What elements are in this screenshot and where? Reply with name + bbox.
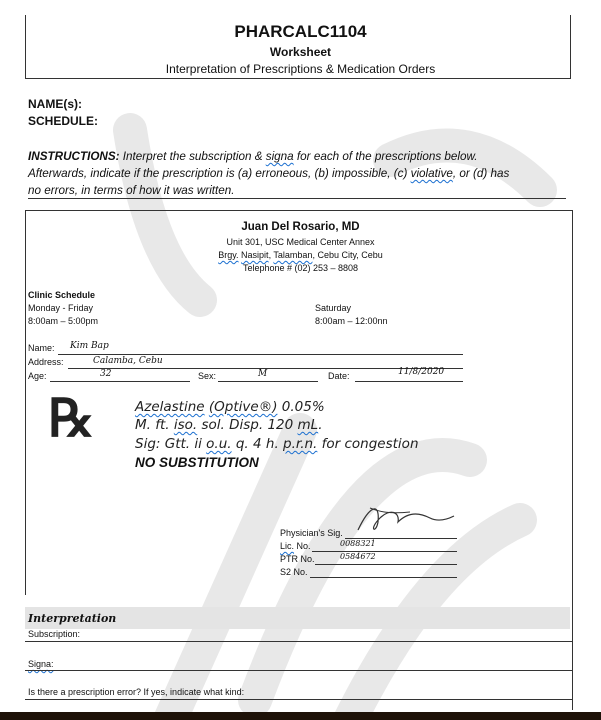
patient-name-value: Kim Bap [70, 341, 109, 351]
instructions: INSTRUCTIONS: Interpret the subscription & signa for each of the prescriptions below. Afterwards, indicate if the prescription is (a) erroneous, (b) impossible, (c) violative, or (d) has no errors, in terms of how it was written. [28, 150, 510, 197]
signa-label: Signa: [28, 659, 54, 669]
doctor-address-2: Brgy. Nasipit, Talamban, Cebu City, Cebu [218, 250, 383, 260]
patient-date-label: Date: [328, 371, 350, 381]
worksheet-label: Worksheet [269, 45, 332, 59]
rx-subscription: M. ft. iso. sol. Disp. 120 mL. [135, 417, 323, 433]
physician-sig-label: Physician's Sig. [280, 528, 343, 538]
bottom-edge [0, 712, 601, 720]
worksheet-subtitle: Interpretation of Prescriptions & Medication Orders [165, 62, 436, 76]
patient-name-label: Name: [28, 343, 55, 353]
patient-age-label: Age: [28, 371, 47, 381]
rx-inscription: Azelastine (Optive®) 0.05% [135, 399, 325, 415]
doctor-address-1: Unit 301, USC Medical Center Annex [226, 237, 375, 247]
interpretation-title: Interpretation [28, 612, 117, 625]
watermark-text: USC-DOP [0, 0, 5, 1]
s2-no-label: S2 No. [280, 567, 308, 577]
ptr-no-value: 0584672 [340, 552, 376, 561]
lic-no-label: Lic. No. [280, 541, 311, 551]
patient-age-value: 32 [100, 369, 112, 379]
patient-sex-value: M [258, 369, 268, 379]
patient-address-value: Calamba, Cebu [93, 356, 163, 366]
clinic-days-weekday: Monday - Friday [28, 303, 94, 313]
rx-icon: ℞ [48, 388, 95, 449]
clinic-schedule-label: Clinic Schedule [28, 290, 96, 300]
clinic-hours-saturday: 8:00am – 12:00nn [315, 316, 388, 326]
doctor-phone: Telephone # (02) 253 – 8808 [242, 263, 359, 273]
name-label: NAME(s): [28, 97, 82, 111]
schedule-label: SCHEDULE: [28, 114, 99, 128]
lic-no-value: 0088321 [340, 539, 376, 548]
patient-address-label: Address: [28, 357, 64, 367]
course-title: PHARCALC1104 [234, 22, 367, 41]
clinic-hours-weekday: 8:00am – 5:00pm [28, 316, 99, 326]
error-question: Is there a prescription error? If yes, indicate what kind: [28, 687, 245, 697]
ptr-no-label: PTR No. [280, 554, 315, 564]
clinic-days-saturday: Saturday [315, 303, 352, 313]
physician-signature [350, 500, 460, 540]
subscription-label: Subscription: [28, 629, 81, 639]
instructions-label: INSTRUCTIONS: [28, 150, 120, 163]
patient-date-value: 11/8/2020 [398, 367, 445, 377]
rx-no-substitution: NO SUBSTITUTION [135, 455, 259, 470]
rx-signa: Sig: Gtt. ii o.u. q. 4 h. p.r.n. for congestion [135, 436, 419, 452]
doctor-name: Juan Del Rosario, MD [241, 221, 360, 233]
patient-sex-label: Sex: [198, 371, 217, 381]
